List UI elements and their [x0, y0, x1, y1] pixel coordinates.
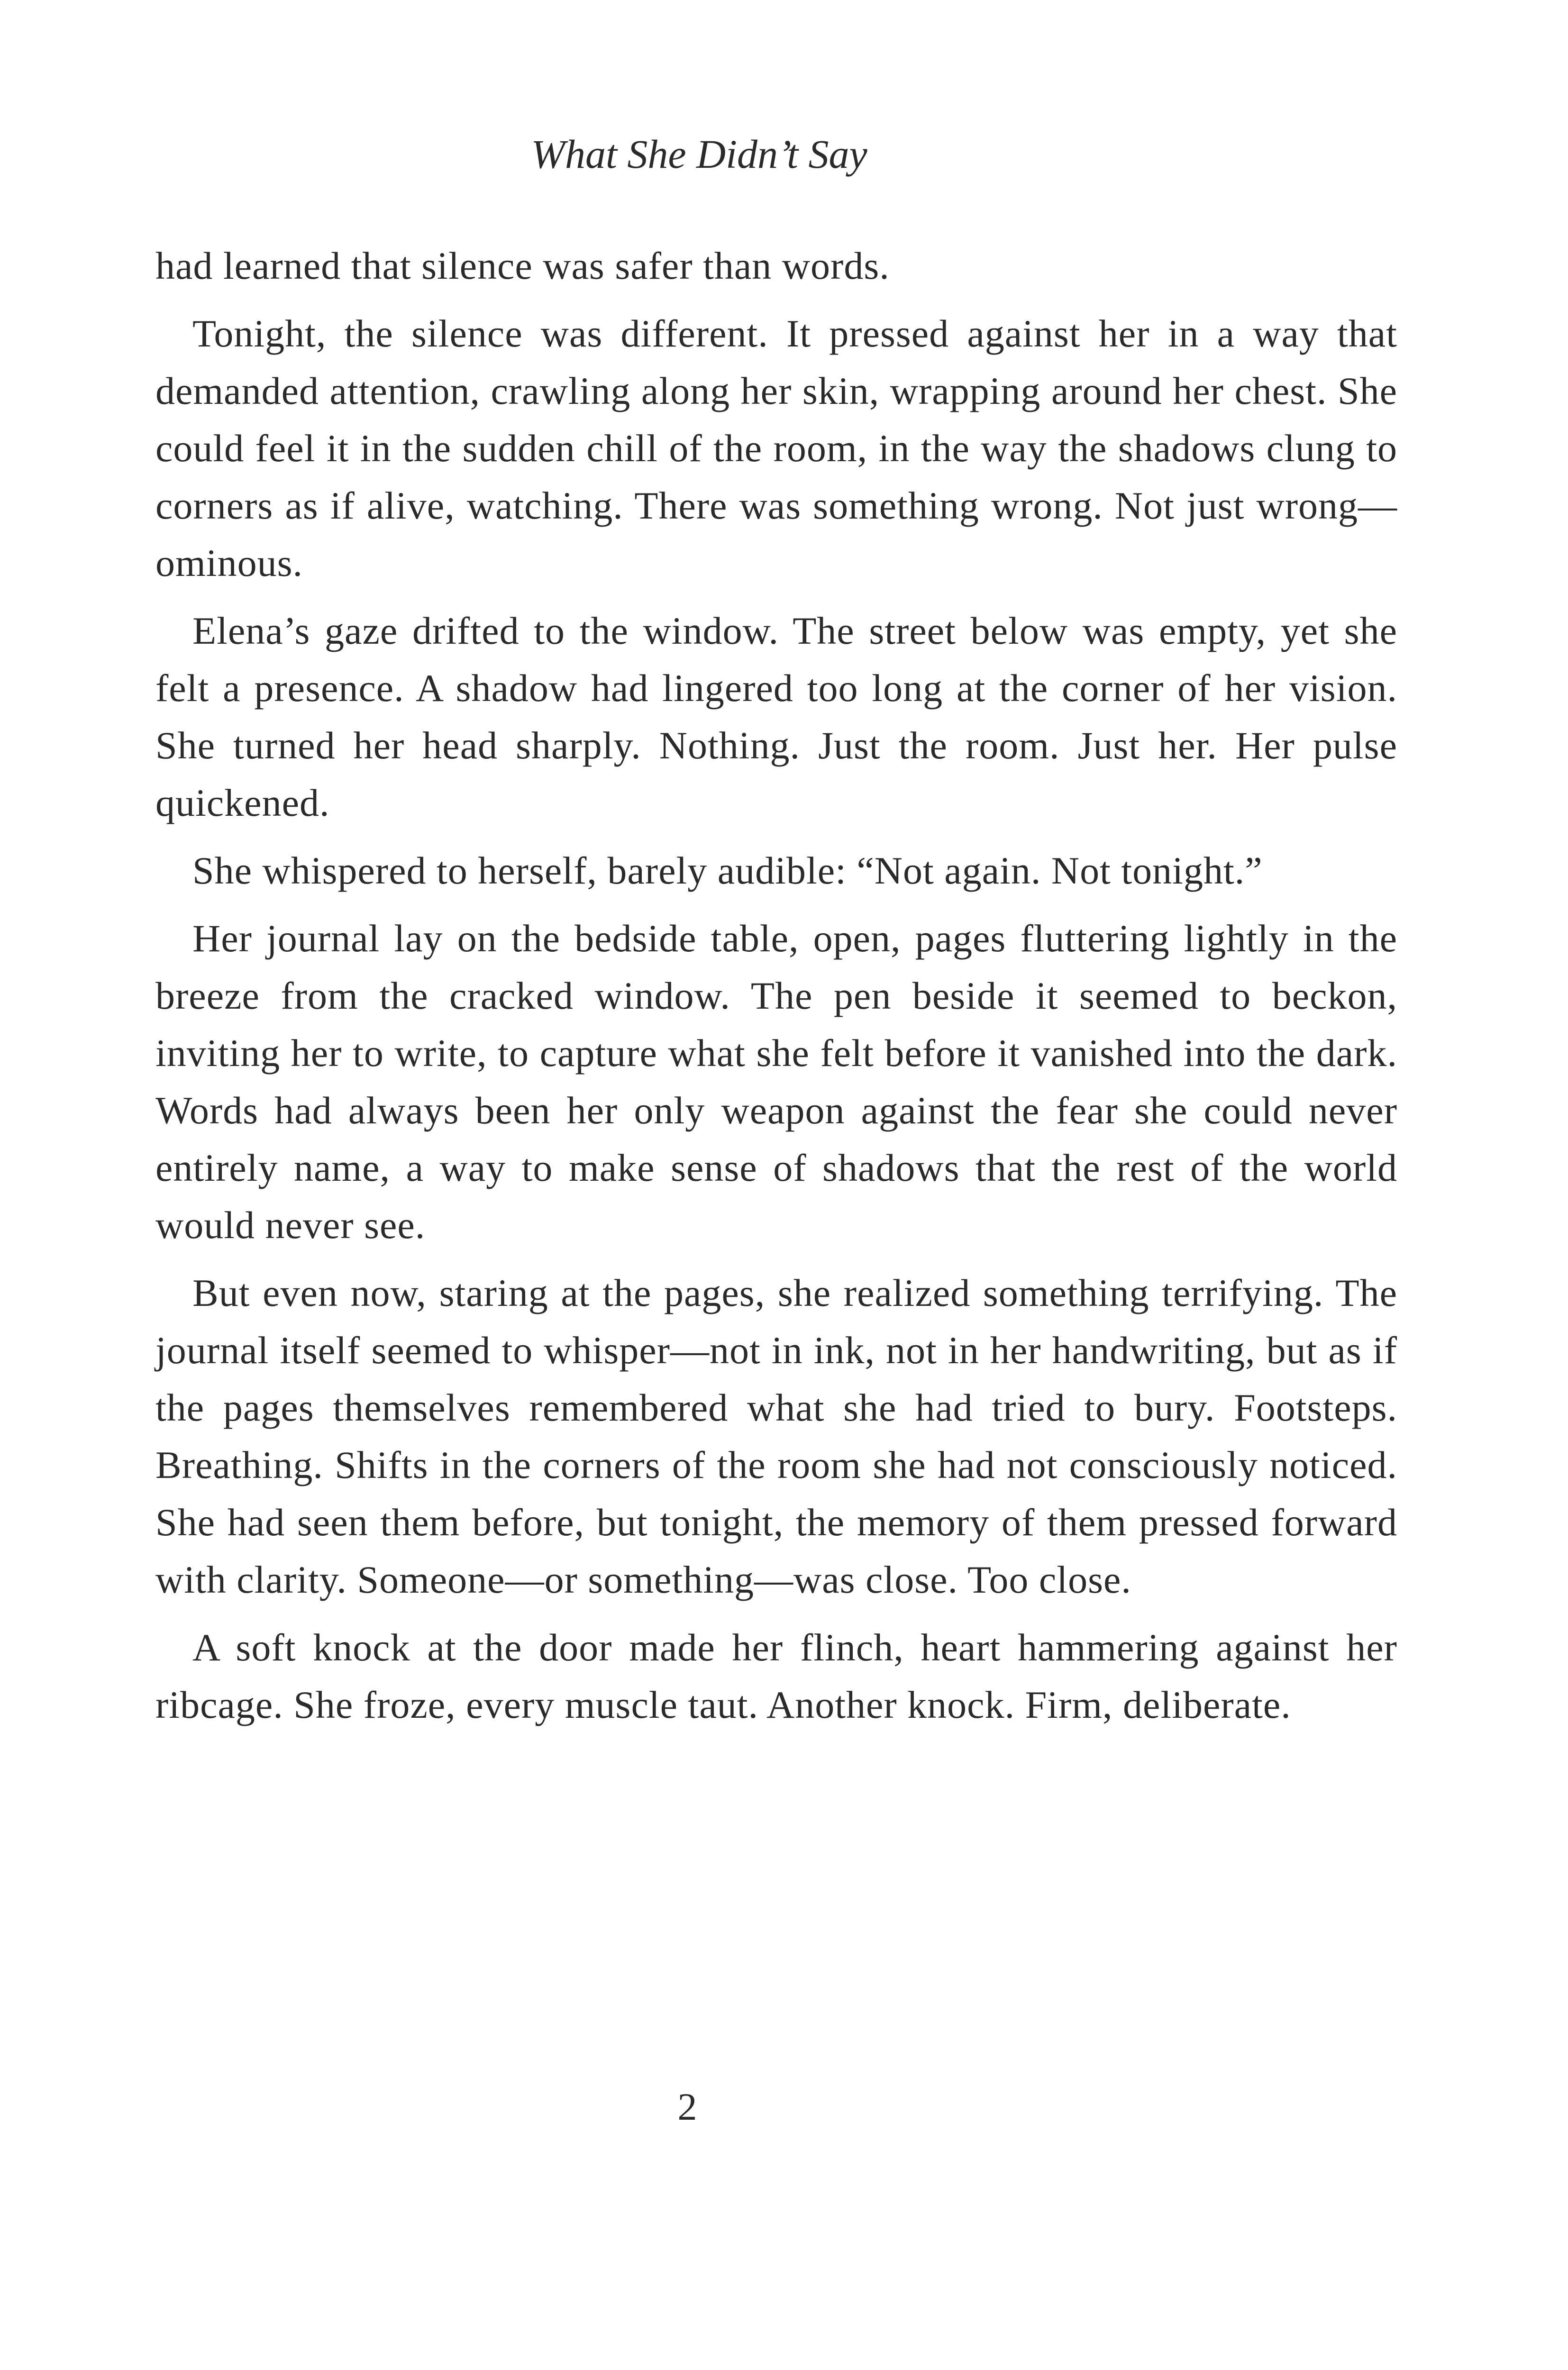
running-header-title: What She Didn’t Say — [531, 131, 867, 177]
paragraph: Her journal lay on the bedside table, open, pages fluttering lightly in the breeze from the cracked window. The pen beside it seemed to beckon, inviting her to write, to capture what she felt before it vanished into the dark. Words had always been her only weapon against the fear she could never entirely name, a way to make sense of shadows that the rest of the world would never see. — [155, 917, 1397, 1247]
paragraph: But even now, staring at the pages, she realized something terrifying. The journal itself seemed to whisper—not in ink, not in her handwriting, but as if the pages themselves remembered what she had tried to bury. Footsteps. Breathing. Shifts in the corners of the room she had not consciously noticed. She had seen them before, but tonight, the memory of them pressed forward with clarity. Someone—or something—was close. Too close. — [155, 1271, 1397, 1601]
paragraph: She whispered to herself, barely audible: “Not again. Not tonight.” — [192, 849, 1263, 892]
paragraph: A soft knock at the door made her flinch, heart hammering against her ribcage. She froze, every muscle taut. Another knock. Firm, deliberate. — [155, 1626, 1397, 1726]
paragraph: Tonight, the silence was different. It pressed against her in a way that demanded attention, crawling along her skin, wrapping around her chest. She could feel it in the sudden chill of the room, in the way the shadows clung to corners as if alive, watching. There was something wrong. Not just wrong—ominous. — [155, 312, 1397, 584]
paragraph-continued: had learned that silence was safer than words. — [155, 244, 890, 287]
body-text — [155, 237, 1397, 1733]
paragraph: Elena’s gaze drifted to the window. The street below was empty, yet she felt a presence. A shadow had lingered too long at the corner of her vision. She turned her head sharply. Nothing. Just the room. Just her. Her pulse quickened. — [155, 609, 1397, 824]
page-number: 2 — [677, 2085, 697, 2128]
